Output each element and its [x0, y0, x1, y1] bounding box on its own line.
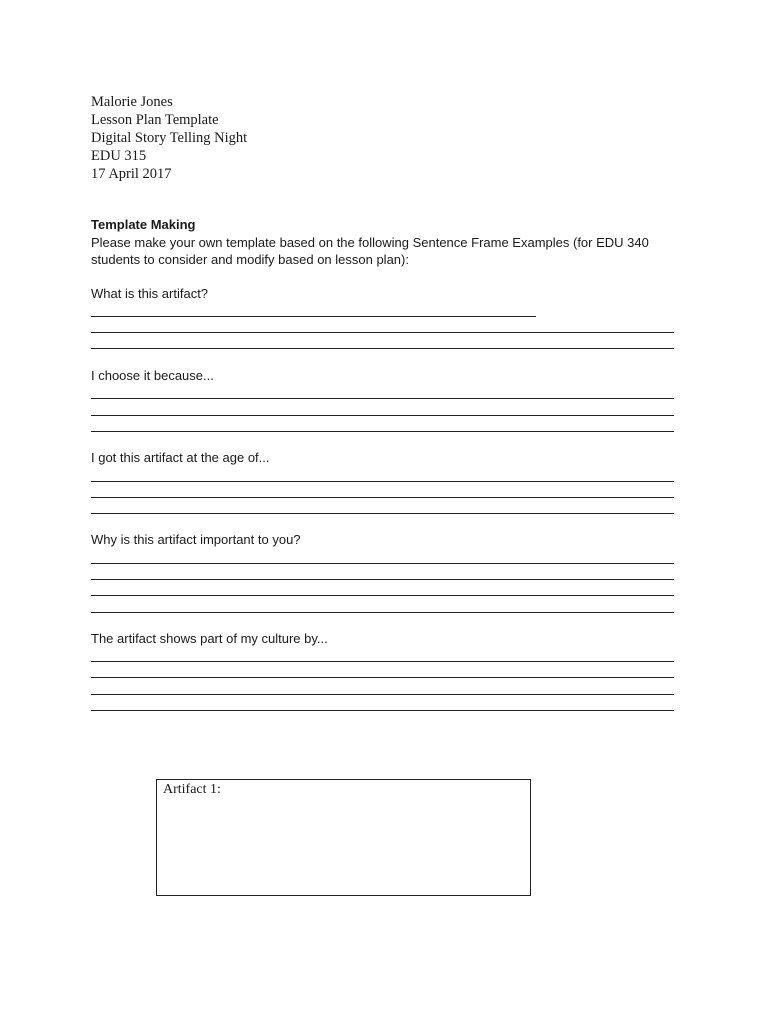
document-header: [91, 93, 247, 183]
answer-line[interactable]: [91, 316, 536, 317]
section-intro: Please make your own template based on the following Sentence Frame Examples (for EDU 340 students to consider and modify based on lesson plan):: [91, 235, 649, 267]
author-name: Malorie Jones: [91, 94, 173, 110]
section-title: Template Making: [91, 217, 196, 232]
document-date: 17 April 2017: [91, 166, 172, 182]
answer-line[interactable]: [91, 398, 674, 399]
event-name: Digital Story Telling Night: [91, 130, 248, 146]
answer-line[interactable]: [91, 563, 674, 564]
document-type: Lesson Plan Template: [91, 112, 219, 128]
answer-line[interactable]: [91, 595, 674, 596]
prompt-choose-because: I choose it because...: [91, 368, 214, 383]
answer-line[interactable]: [91, 332, 674, 333]
prompt-what-is-artifact: What is this artifact?: [91, 286, 209, 301]
prompt-culture: The artifact shows part of my culture by...: [91, 631, 328, 646]
answer-line[interactable]: [91, 348, 674, 349]
artifact-box[interactable]: [156, 779, 531, 896]
answer-line[interactable]: [91, 694, 674, 695]
answer-line[interactable]: [91, 415, 674, 416]
answer-line[interactable]: [91, 661, 674, 662]
course-code: EDU 315: [91, 148, 147, 164]
prompt-importance: Why is this artifact important to you?: [91, 532, 301, 547]
answer-line[interactable]: [91, 513, 674, 514]
artifact-box-label: Artifact 1:: [163, 782, 221, 797]
prompt-age: I got this artifact at the age of...: [91, 450, 270, 465]
answer-line[interactable]: [91, 612, 674, 613]
answer-line[interactable]: [91, 579, 674, 580]
answer-line[interactable]: [91, 431, 674, 432]
answer-line[interactable]: [91, 710, 674, 711]
answer-line[interactable]: [91, 497, 674, 498]
answer-line[interactable]: [91, 481, 674, 482]
answer-line[interactable]: [91, 677, 674, 678]
